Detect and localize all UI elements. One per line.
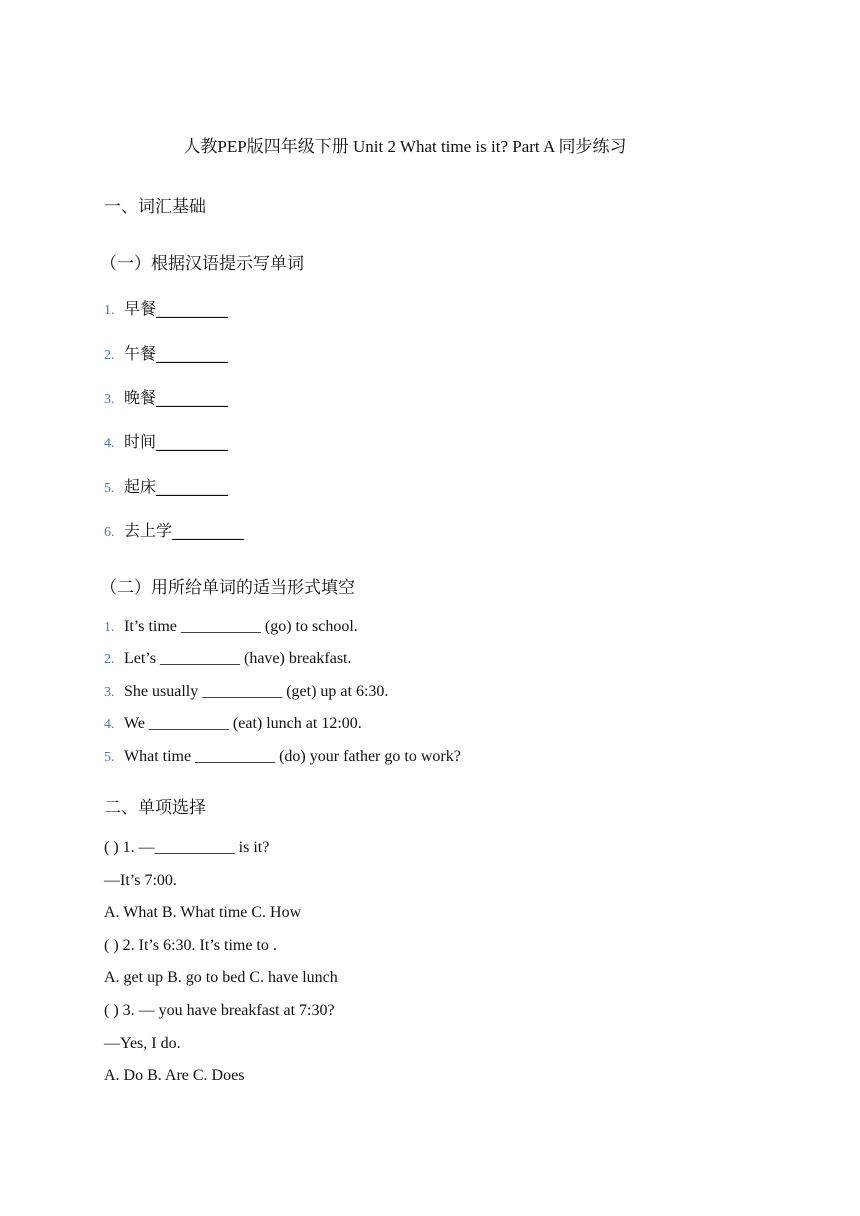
list-item [104,476,228,500]
question-line: ( ) 2. It’s 6:30. It’s time to . [104,937,277,954]
section-heading-vocabulary: 一、词汇基础 [104,197,206,217]
item-text: 时间_________ [124,432,229,451]
item-number: 1. [104,303,115,318]
list-item [104,431,228,455]
item-text: 午餐_________ [124,344,229,363]
options-line: A. What B. What time C. How [104,904,302,921]
item-number: 3. [104,392,115,407]
item-number: 4. [104,436,115,451]
subsection-heading-write-words: （一）根据汉语提示写单词 [100,254,304,274]
subsection-heading-fill-blanks: （二）用所给单词的适当形式填空 [100,578,355,598]
list-item [104,713,362,736]
item-text: 晚餐_________ [124,388,229,407]
item-text: 起床_________ [124,477,229,496]
list-item [104,616,358,639]
item-number: 2. [104,652,115,667]
item-number: 2. [104,348,115,363]
item-text: What time __________ (do) your father go to work? [124,748,461,765]
options-line: A. get up B. go to bed C. have lunch [104,969,338,986]
item-text: Let’s __________ (have) breakfast. [124,650,352,667]
question-line: ( ) 1. —__________ is it? [104,839,270,856]
list-item [104,298,228,322]
list-item [104,343,228,367]
item-number: 6. [104,525,115,540]
question-line: —It’s 7:00. [104,872,177,889]
question-line: —Yes, I do. [104,1035,181,1052]
list-item [104,681,388,704]
item-number: 1. [104,620,115,635]
item-text: She usually __________ (get) up at 6:30. [124,683,389,700]
item-text: It’s time __________ (go) to school. [124,618,358,635]
list-item [104,520,244,544]
options-line: A. Do B. Are C. Does [104,1067,245,1084]
item-number: 4. [104,717,115,732]
list-item [104,387,228,411]
list-item [104,648,351,671]
item-number: 5. [104,750,115,765]
item-text: 去上学_________ [124,521,245,540]
item-text: 早餐_________ [124,299,229,318]
item-number: 3. [104,685,115,700]
item-number: 5. [104,481,115,496]
section-heading-multiple-choice: 二、单项选择 [104,798,206,818]
item-text: We __________ (eat) lunch at 12:00. [124,715,362,732]
question-line: ( ) 3. — you have breakfast at 7:30? [104,1002,335,1019]
page-title: 人教PEP版四年级下册 Unit 2 What time is it? Part A 同步练习 [183,137,627,156]
list-item [104,746,461,769]
